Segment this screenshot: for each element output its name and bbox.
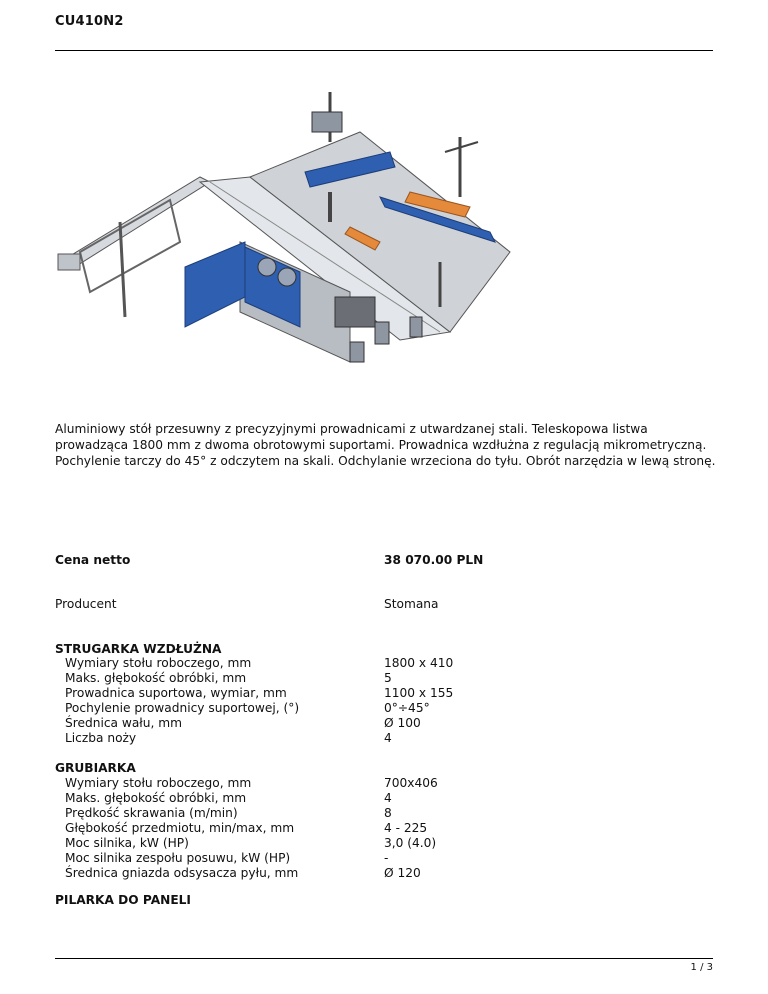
spec-row <box>55 731 655 746</box>
page-number: 1 / 3 <box>690 962 713 973</box>
spec-row <box>55 821 655 836</box>
product-description: Aluminiowy stół przesuwny z precyzyjnymi prowadnicami z utwardzanej stali. Teleskopowa listwa prowadząca 1800 mm z dwoma obrotowymi suportami. Prowadnica wzdłużna z regulacją mikrometryczną. Pochylenie tarczy do 45° z odczytem na skali. Odchylanie wrzeciona do tyłu. Obrót narzędzia w lewą stronę. <box>55 422 716 468</box>
spec-value: Ø 120 <box>384 866 421 880</box>
spec-label: Maks. głębokość obróbki, mm <box>65 791 247 805</box>
spec-value: 4 - 225 <box>384 821 428 835</box>
spec-row <box>55 716 655 731</box>
spec-row <box>55 686 655 701</box>
spec-row <box>55 806 655 821</box>
spec-value: 8 <box>384 806 392 820</box>
spec-value: 0°÷45° <box>384 701 430 715</box>
spec-row <box>55 836 655 851</box>
spec-value: 5 <box>384 671 392 685</box>
spec-label: Średnica wału, mm <box>65 716 182 730</box>
header-divider <box>55 50 713 51</box>
spec-row <box>55 776 655 791</box>
spec-value: 1100 x 155 <box>384 686 454 700</box>
spec-table-planer <box>55 656 655 746</box>
spec-value: Ø 100 <box>384 716 421 730</box>
price-value: 38 070.00 PLN <box>384 553 484 567</box>
spec-value: 4 <box>384 791 392 805</box>
section-title-planer: STRUGARKA WZDŁUŻNA <box>55 642 222 656</box>
machine-illustration <box>50 82 520 382</box>
footer-divider <box>55 958 713 959</box>
producer-value: Stomana <box>384 597 439 611</box>
spec-value: 3,0 (4.0) <box>384 836 437 850</box>
spec-value: 1800 x 410 <box>384 656 454 670</box>
spec-label: Pochylenie prowadnicy suportowej, (°) <box>65 701 300 715</box>
spec-label: Wymiary stołu roboczego, mm <box>65 776 252 790</box>
spec-row <box>55 656 655 671</box>
spec-label: Prędkość skrawania (m/min) <box>65 806 238 820</box>
spec-label: Wymiary stołu roboczego, mm <box>65 656 252 670</box>
spec-label: Prowadnica suportowa, wymiar, mm <box>65 686 287 700</box>
price-label: Cena netto <box>55 553 131 567</box>
product-title: CU410N2 <box>55 14 124 29</box>
spec-value: 700x406 <box>384 776 438 790</box>
spec-row <box>55 851 655 866</box>
section-title-thicknesser: GRUBIARKA <box>55 761 136 775</box>
spec-label: Liczba noży <box>65 731 137 745</box>
spec-row <box>55 671 655 686</box>
producer-label: Producent <box>55 597 117 611</box>
spec-label: Głębokość przedmiotu, min/max, mm <box>65 821 295 835</box>
spec-label: Moc silnika zespołu posuwu, kW (HP) <box>65 851 291 865</box>
spec-label: Średnica gniazda odsysacza pyłu, mm <box>65 866 299 880</box>
spec-value: - <box>384 851 389 865</box>
spec-value: 4 <box>384 731 392 745</box>
spec-table-thicknesser <box>55 776 655 881</box>
spec-row <box>55 791 655 806</box>
spec-row <box>55 701 655 716</box>
section-title-panel-saw: PILARKA DO PANELI <box>55 893 191 907</box>
spec-row <box>55 866 655 881</box>
spec-label: Maks. głębokość obróbki, mm <box>65 671 247 685</box>
spec-label: Moc silnika, kW (HP) <box>65 836 189 850</box>
